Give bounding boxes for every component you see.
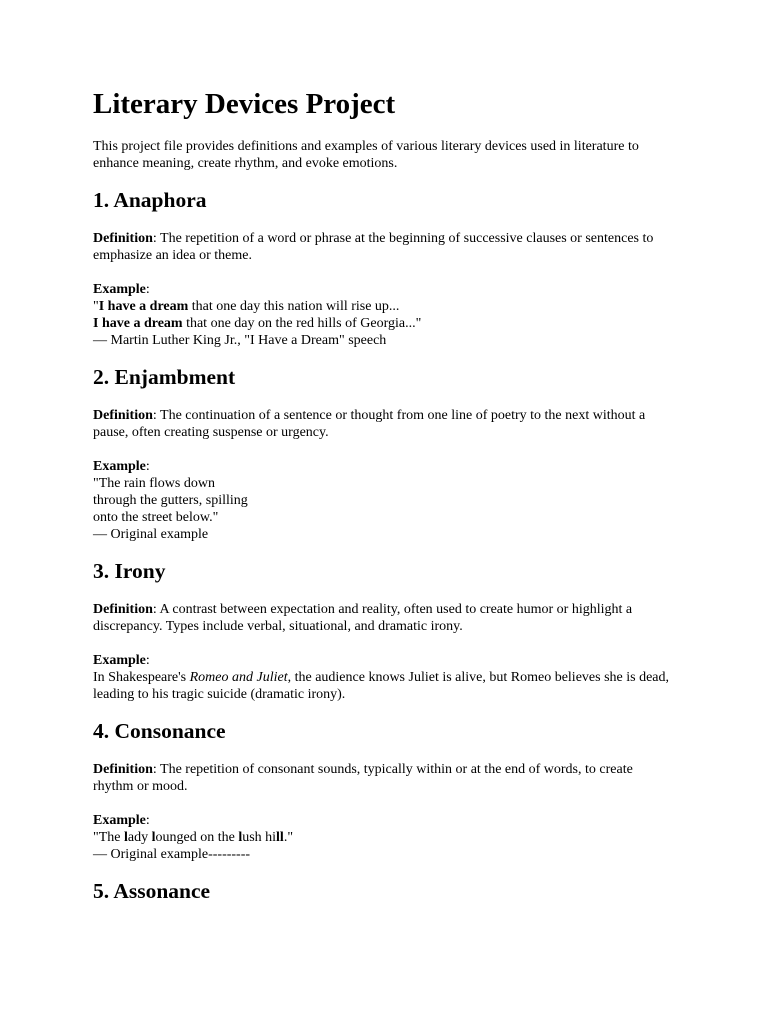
example-label: Example: [93, 813, 146, 828]
example-block: Example: In Shakespeare's Romeo and Juliet, the audience knows Juliet is alive, but Romeo believes she is dead, leading to his tragic suicide (dramatic irony).: [93, 653, 670, 702]
definition-label: Definition: [93, 602, 153, 617]
page-title: Literary Devices Project: [93, 88, 396, 120]
section-enjambment: [93, 363, 673, 543]
section-heading: 3. Irony: [93, 559, 166, 583]
section-anaphora: [93, 186, 673, 349]
section-heading: 1. Anaphora: [93, 188, 207, 212]
section-heading: 2. Enjambment: [93, 365, 236, 389]
work-title: Romeo and Juliet: [189, 670, 288, 685]
example-label: Example: [93, 459, 146, 474]
definition-paragraph: Definition: The continuation of a sentence or thought from one line of poetry to the next without a pause, often creating suspense or urgency.: [93, 408, 646, 440]
example-block: Example: "The rain flows down through the gutters, spilling onto the street below." — Original example: [93, 459, 248, 542]
example-block: Example: "The lady lounged on the lush hill." — Original example---------: [93, 813, 294, 862]
example-label: Example: [93, 282, 146, 297]
section-assonance: [93, 877, 673, 905]
definition-paragraph: Definition: The repetition of consonant sounds, typically within or at the end of words, to create rhythm or mood.: [93, 762, 633, 794]
section-heading: 5. Assonance: [93, 879, 211, 903]
section-heading: 4. Consonance: [93, 719, 226, 743]
intro-paragraph: This project file provides definitions and examples of various literary devices used in literature to enhance meaning, create rhythm, and evoke emotions.: [93, 139, 639, 171]
section-irony: [93, 557, 673, 703]
example-block: Example: "I have a dream that one day this nation will rise up... I have a dream that one day on the red hills of Georgia..." — Martin Luther King Jr., "I Have a Dream" speech: [93, 282, 422, 348]
attribution: — Original example---------: [93, 847, 251, 862]
section-consonance: [93, 717, 673, 863]
example-label: Example: [93, 653, 146, 668]
definition-paragraph: Definition: The repetition of a word or phrase at the beginning of successive clauses or sentences to emphasize an idea or theme.: [93, 231, 654, 263]
attribution: — Original example: [93, 527, 209, 542]
attribution: — Martin Luther King Jr., "I Have a Dream" speech: [93, 333, 387, 348]
definition-label: Definition: [93, 231, 153, 246]
document-page: [93, 84, 673, 903]
definition-label: Definition: [93, 408, 153, 423]
definition-paragraph: Definition: A contrast between expectation and reality, often used to create humor or highlight a discrepancy. Types include verbal, situational, and dramatic irony.: [93, 602, 633, 634]
definition-label: Definition: [93, 762, 153, 777]
